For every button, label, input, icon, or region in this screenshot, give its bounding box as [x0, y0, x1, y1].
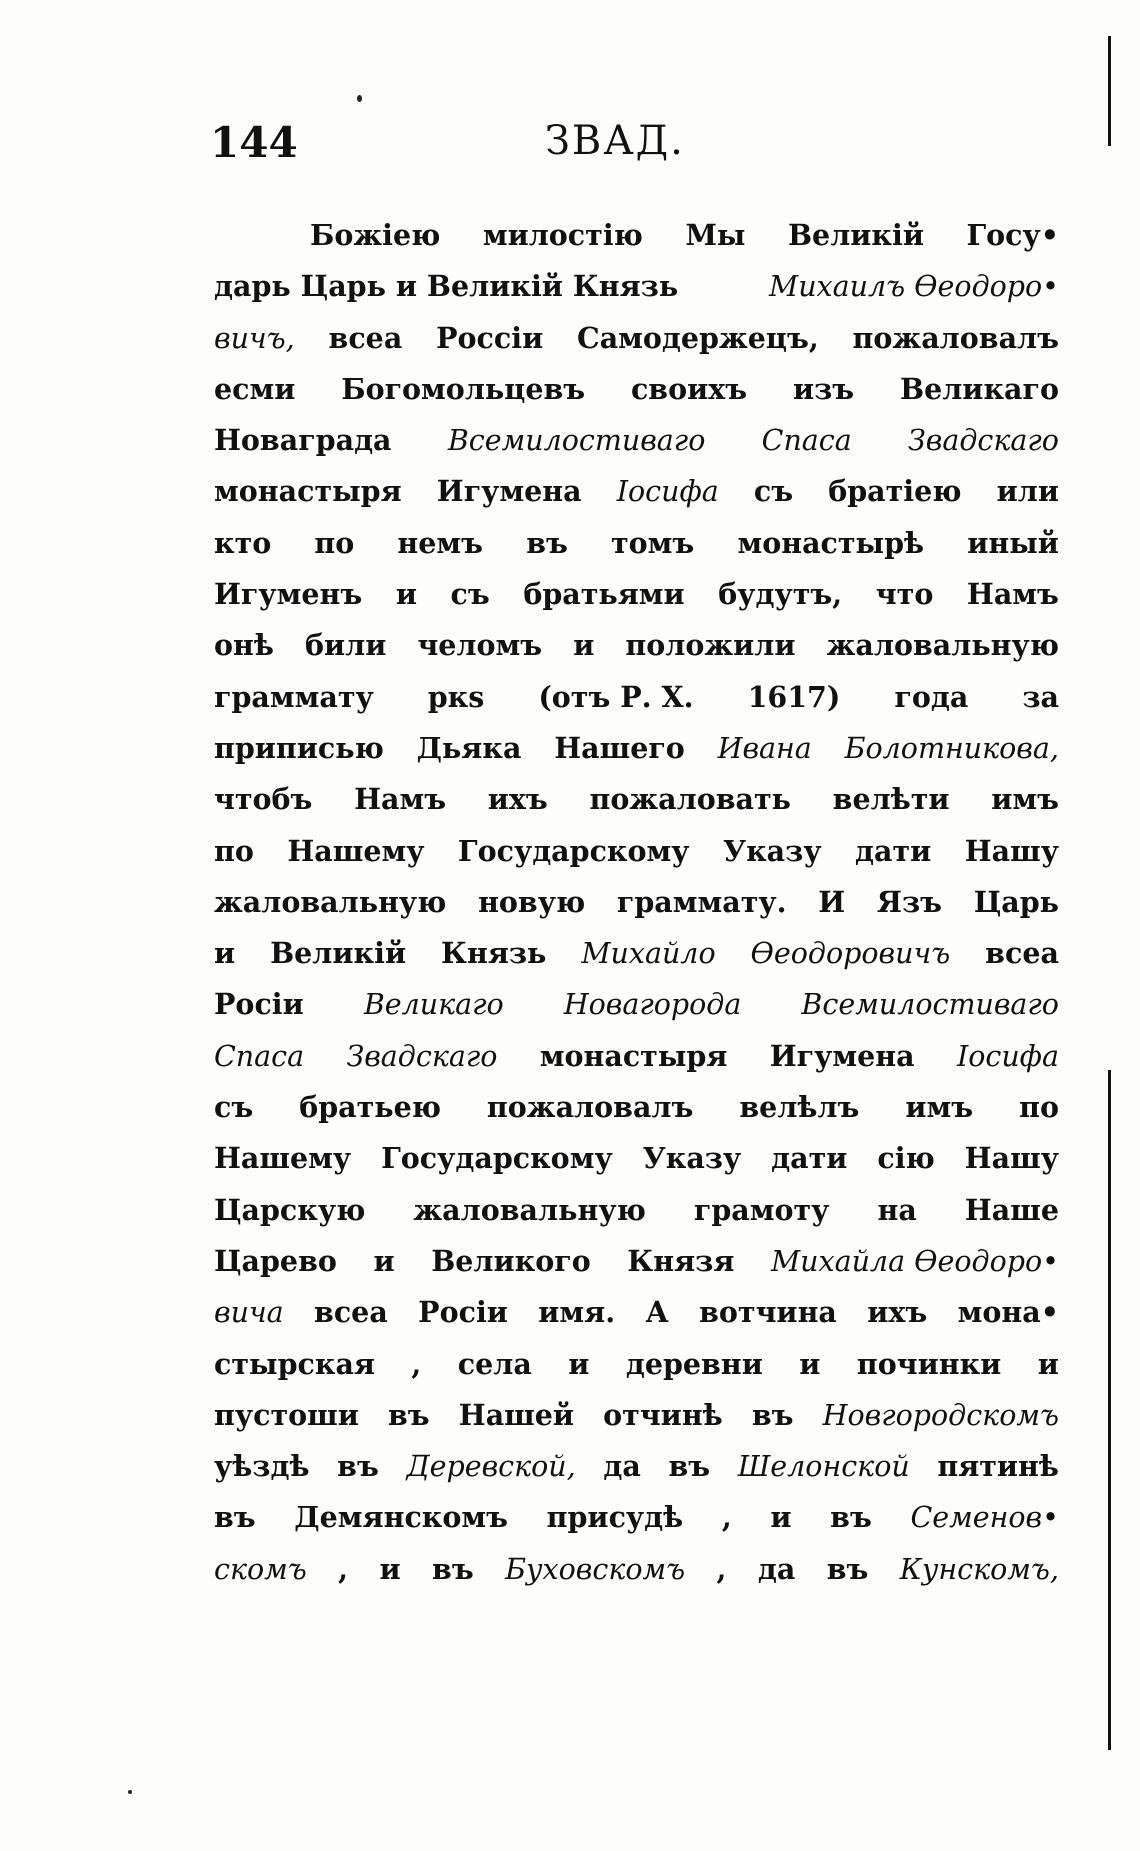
word: Нашему — [214, 1141, 352, 1176]
word: Нашу — [964, 833, 1059, 868]
word: Іосифа — [956, 1039, 1059, 1073]
text-line — [214, 466, 1059, 517]
text-line — [214, 261, 1059, 312]
running-title: ЗВАД. — [545, 118, 685, 164]
word: стырская — [214, 1346, 375, 1381]
text-line — [214, 877, 1059, 928]
word: Нашей — [458, 1397, 575, 1432]
word: Намъ — [354, 782, 447, 817]
word: Самодержецъ, — [577, 320, 819, 355]
word: Указу — [722, 833, 822, 868]
word: Болотникова, — [844, 731, 1059, 765]
word: пожаловалъ — [852, 320, 1059, 355]
word: жаловальную — [413, 1192, 646, 1227]
word: иный — [967, 525, 1059, 560]
word: пятинѣ — [937, 1449, 1059, 1484]
word: вича — [214, 1296, 284, 1330]
word: сію — [877, 1141, 935, 1176]
word: Царево — [214, 1243, 337, 1278]
word: монастырѣ — [737, 525, 925, 560]
word: Дьяка — [416, 730, 522, 765]
page-edge-shadow-top — [1108, 36, 1111, 146]
word: и — [1037, 1346, 1059, 1381]
text-line — [214, 1287, 1059, 1338]
word: Росіи — [214, 987, 304, 1022]
word: всеа — [328, 320, 403, 355]
word: въ — [751, 1397, 794, 1432]
word: имъ — [905, 1090, 974, 1125]
word: Буховскомъ — [505, 1552, 686, 1586]
word: да — [757, 1551, 796, 1586]
word: велѣлъ — [739, 1090, 860, 1125]
text-line — [214, 723, 1059, 774]
word: и — [214, 936, 236, 971]
text-line — [214, 672, 1059, 723]
word: въ — [526, 525, 568, 560]
word: Великаго — [899, 371, 1059, 406]
word: съ — [753, 474, 794, 509]
word: деревни — [625, 1346, 763, 1381]
word: всеа — [985, 936, 1059, 971]
word: братьею — [299, 1090, 441, 1125]
ink-speck — [128, 1790, 132, 1794]
word: Князя — [627, 1243, 735, 1278]
word: Кунскомъ, — [899, 1552, 1059, 1586]
word: скомъ — [214, 1552, 307, 1586]
word: мона• — [957, 1295, 1059, 1330]
word: починки — [856, 1346, 1002, 1381]
text-line — [214, 979, 1059, 1030]
word: И — [818, 884, 846, 919]
word: села — [457, 1346, 532, 1381]
word: дарь Царь и Великій Князь — [214, 269, 679, 304]
word: Өеодоровичъ — [750, 937, 951, 971]
word: Новаграда — [214, 423, 392, 458]
word: изъ — [792, 371, 855, 406]
text-line — [214, 1441, 1059, 1492]
running-head — [210, 118, 1050, 178]
word: новую — [478, 884, 586, 919]
word: Спаса — [214, 1039, 305, 1073]
word: отчинѣ — [603, 1397, 723, 1432]
word: Указу — [642, 1141, 742, 1176]
word: Игумена — [436, 474, 582, 509]
word: въ — [214, 1500, 256, 1535]
word: Деревской, — [406, 1450, 576, 1484]
word: Всемилостиваго — [801, 988, 1059, 1022]
text-line — [214, 569, 1059, 620]
word: и — [379, 1551, 401, 1586]
page-edge-shadow-bottom — [1108, 1070, 1111, 1750]
word: дати — [771, 1141, 848, 1176]
word: уѣздѣ — [214, 1449, 310, 1484]
word: братіею — [828, 474, 962, 509]
word: въ — [826, 1551, 869, 1586]
word: монастыря — [214, 474, 402, 509]
text-line — [214, 928, 1059, 979]
text-line — [214, 1390, 1059, 1441]
text-line — [214, 313, 1059, 364]
text-line — [214, 1133, 1059, 1184]
word: за — [1022, 679, 1059, 714]
word: Богомольцевъ — [341, 371, 586, 406]
word: А — [645, 1295, 669, 1330]
word: Нашему — [287, 833, 425, 868]
word: Князь — [441, 936, 547, 971]
word: жаловальную — [826, 628, 1059, 663]
word: или — [996, 474, 1059, 509]
body-text — [214, 210, 1059, 1595]
word: дати — [855, 833, 932, 868]
word: жаловальную — [214, 884, 447, 919]
word: Іосифа — [616, 475, 719, 509]
word: что — [875, 577, 934, 612]
word: Звадскаго — [908, 424, 1059, 458]
word: Язъ — [876, 884, 943, 919]
word: Государскому — [457, 833, 690, 868]
word: братьями — [523, 577, 685, 612]
text-line — [214, 1492, 1059, 1543]
word: грамоту — [693, 1192, 830, 1227]
word: челомъ — [417, 628, 543, 663]
text-line — [214, 1082, 1059, 1133]
word: года — [894, 679, 969, 714]
word: Звадскаго — [346, 1039, 498, 1073]
word: пожаловалъ — [486, 1090, 694, 1125]
text-line — [214, 1031, 1059, 1082]
word: по — [214, 833, 254, 868]
word: въ — [388, 1397, 430, 1432]
word: Новагорода — [563, 988, 742, 1022]
word: въ — [830, 1500, 872, 1535]
word: Шелонской — [737, 1450, 910, 1484]
text-line — [214, 774, 1059, 825]
word: и — [395, 577, 417, 612]
text-line — [214, 210, 1059, 261]
word: присудѣ — [546, 1500, 684, 1535]
text-line — [214, 1236, 1059, 1287]
word: немъ — [397, 525, 484, 560]
word: Росіи — [418, 1295, 508, 1330]
word: имъ — [991, 782, 1059, 817]
word: будутъ, — [718, 577, 843, 612]
word: монастыря — [539, 1038, 728, 1073]
word: Ивана — [717, 731, 812, 765]
ink-speck — [357, 95, 362, 102]
word: 1617) — [747, 679, 841, 714]
word: Семенов• — [910, 1501, 1059, 1535]
word: , — [411, 1346, 422, 1381]
word: Россіи — [436, 320, 544, 355]
word: Великаго — [363, 988, 504, 1022]
word: имя. — [538, 1295, 616, 1330]
word: граммату. — [616, 884, 787, 919]
word: Михайла Өеодоро• — [770, 1244, 1059, 1278]
word: и — [770, 1500, 792, 1535]
word: вичъ, — [214, 321, 295, 355]
word: Великій — [787, 218, 924, 252]
word: Игумена — [769, 1038, 915, 1073]
word: велѣти — [832, 782, 950, 817]
word: пустоши — [214, 1397, 359, 1432]
word: съ — [450, 577, 490, 612]
word: Царь — [973, 884, 1059, 919]
word: , — [716, 1551, 727, 1586]
word: всеа — [314, 1295, 388, 1330]
word: и — [573, 628, 595, 663]
word: въ — [432, 1551, 474, 1586]
word: есми — [214, 371, 296, 406]
text-line — [214, 620, 1059, 671]
word: Царскую — [214, 1192, 366, 1227]
word: , — [721, 1500, 732, 1535]
text-line — [214, 1544, 1059, 1595]
word: Госу• — [966, 218, 1059, 252]
word: и — [373, 1243, 395, 1278]
word: по — [314, 525, 355, 560]
word: , — [338, 1551, 349, 1586]
word: своихъ — [630, 371, 748, 406]
text-line — [214, 1185, 1059, 1236]
word: онѣ — [214, 628, 274, 663]
word: на — [877, 1192, 917, 1227]
word: Наше — [964, 1192, 1059, 1227]
word: Спаса — [761, 424, 852, 458]
word: Нашу — [964, 1141, 1059, 1176]
word: Михайло — [581, 937, 716, 971]
word: томъ — [611, 525, 695, 560]
word: ркѕ — [427, 679, 485, 714]
word: чтобъ — [214, 782, 313, 817]
text-line — [214, 364, 1059, 415]
word: Государскому — [381, 1141, 613, 1176]
word: и — [568, 1346, 590, 1381]
word: вотчина — [699, 1295, 837, 1330]
text-line — [214, 826, 1059, 877]
page-number: 144 — [210, 118, 298, 167]
word: били — [304, 628, 387, 663]
word: (отъ Р. Х. — [538, 679, 694, 714]
word: пожаловать — [589, 782, 791, 817]
word: Божіею — [310, 218, 441, 252]
word: Намъ — [966, 577, 1059, 612]
word: Великого — [431, 1243, 591, 1278]
word: приписью — [214, 730, 384, 765]
word: да — [603, 1449, 641, 1484]
word: Игуменъ — [214, 577, 363, 612]
word: по — [1019, 1090, 1059, 1125]
word: Михаилъ Өеодоро• — [769, 270, 1059, 304]
word: Демянскомъ — [294, 1500, 509, 1535]
text-line — [214, 1339, 1059, 1390]
word: положили — [625, 628, 796, 663]
word: и — [799, 1346, 821, 1381]
word: Великій — [270, 936, 407, 971]
word: въ — [668, 1449, 711, 1484]
text-line — [214, 518, 1059, 569]
word: въ — [337, 1449, 379, 1484]
word: ихъ — [487, 782, 548, 817]
word: Всемилостиваго — [447, 424, 706, 458]
word: Нашего — [554, 730, 685, 765]
word: кто — [214, 525, 272, 560]
text-line — [214, 415, 1059, 466]
word: съ — [214, 1090, 254, 1125]
word: Новгородскомъ — [822, 1398, 1059, 1432]
word: Мы — [685, 218, 746, 252]
word: граммату — [214, 679, 374, 714]
word: милостію — [482, 218, 643, 252]
word: ихъ — [867, 1295, 928, 1330]
